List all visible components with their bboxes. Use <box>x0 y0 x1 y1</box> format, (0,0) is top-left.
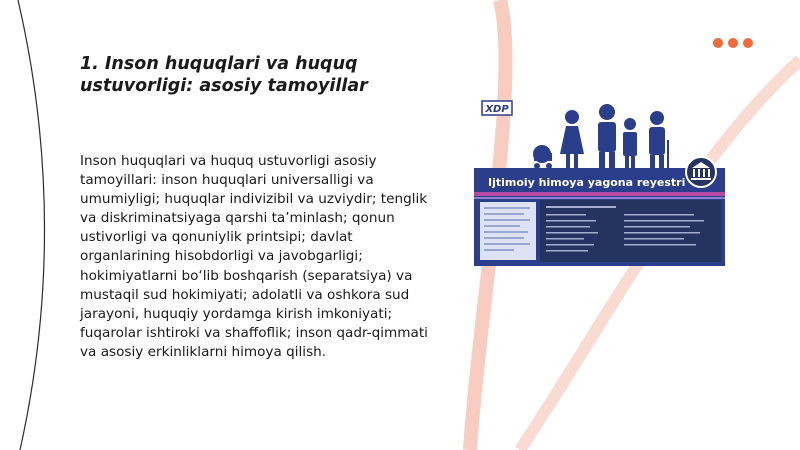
registry-right-panel <box>540 200 721 262</box>
social-protection-registry-image <box>474 96 725 266</box>
logo-text: XDP <box>485 104 509 115</box>
accent-dot <box>713 38 723 48</box>
accent-dot <box>728 38 738 48</box>
banner-title: Ijtimoiy himoya yagona reyestri <box>488 176 686 189</box>
institution-icon <box>686 157 716 187</box>
xdp-logo <box>482 101 512 115</box>
accent-dots <box>713 38 753 48</box>
left-arc <box>18 0 45 450</box>
slide-body-text: Inson huquqlari va huquq ustuvorligi asosiy tamoyillari: inson huquqlari universalligi va umumiyligi; huquqlar indivizibil va uzviydir; tenglik va diskriminatsiyaga qarshi ta’minlash; qonun ustivorligi va qonuniylik printsipi; davlat organlarining hisobdorligi va javobgarligi; hokimiyatlarni bo‘lib boshqarish (separatsiya) va mustaqil sud hokimiyati; adolatli va oshkora sud jarayoni, huquqiy yordamga kirish imkoniyati; fuqarolar ishtiroki va shaffoflik; inson qadr-qimmati va asosiy erkinliklarni himoya qilish. <box>80 153 428 360</box>
accent-dot <box>743 38 753 48</box>
banner-highlight-strip <box>474 192 725 196</box>
slide-title: 1. Inson huquqlari va huquq ustuvorligi: asosiy tamoyillar <box>80 54 368 96</box>
family-icon <box>533 104 669 172</box>
